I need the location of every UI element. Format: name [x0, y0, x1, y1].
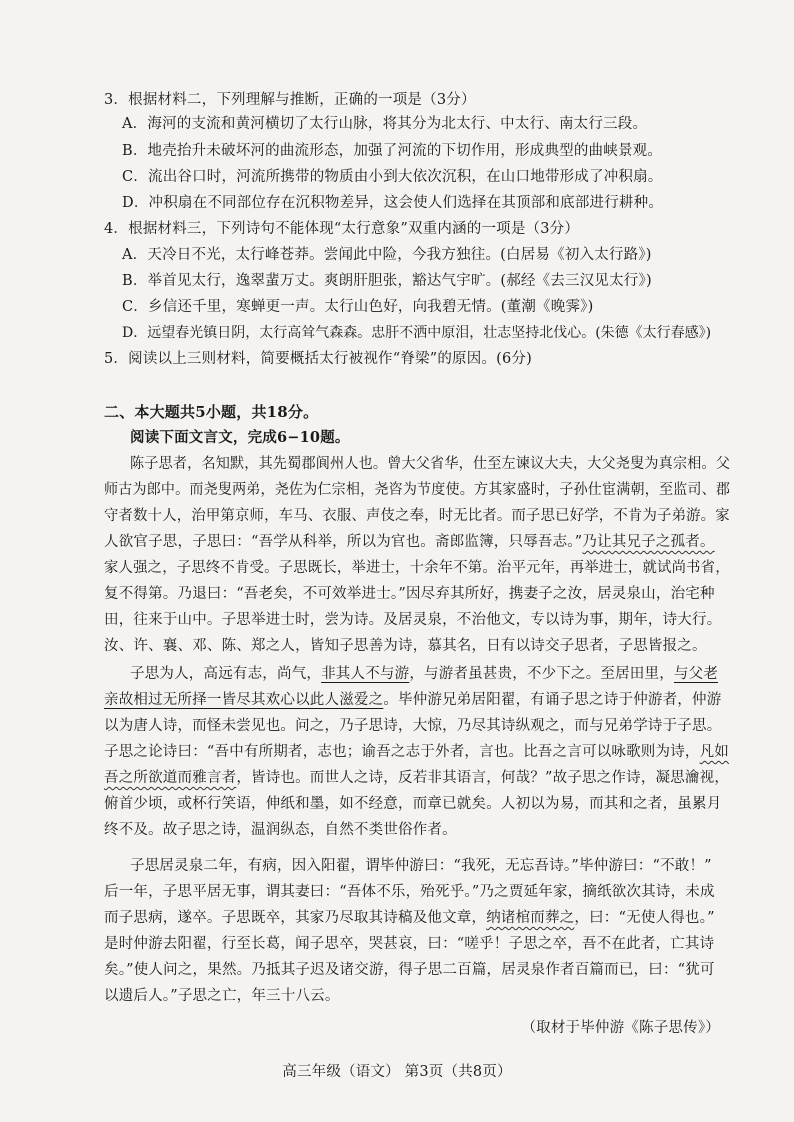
wavy-underlined-sentence-start: 凡如 — [699, 744, 730, 760]
passage-text: ，皆诗也。而世人之诗，反若非其语言，何哉？”故子思之作诗，凝思瀹视， — [236, 770, 730, 786]
passage-line: 守者数十人，治甲第京师，车马、衣服、声伎之奉，时无比者。而子思已好学，不肯为子弟游。家 — [104, 508, 730, 524]
underlined-sentence-end: 亲故相过无所择一皆尽其欢心以此人滋爱之 — [104, 692, 384, 708]
passage-line: 复不得第。乃退曰：“吾老矣，不可效举进士。”因尽弃其所好，携妻子之汝，居灵泉山，治宅种 — [104, 586, 715, 602]
question-4-option-d: D．远望春光镇日阴，太行高耸气森森。忠肝不洒中原泪，壮志坚持北伐心。(朱德《太行春感》) — [122, 325, 712, 341]
question-3-option-b: B．地壳抬升未破坏河的曲流形态，加强了河流的下切作用，形成典型的曲峡景观。 — [122, 143, 663, 159]
question-3-option-d: D．冲积扇在不同部位存在沉积物差异，这会使人们选择在其顶部和底部进行耕种。 — [122, 195, 664, 211]
question-3-option-c: C．流出谷口时，河流所携带的物质由小到大依次沉积，在山口地带形成了冲积扇。 — [122, 169, 663, 185]
passage-line — [104, 690, 721, 710]
passage-line: 师古为郎中。而尧叟两弟，尧佐为仁宗相，尧咨为节度使。方其家盛时，子孙仕宦满朝，至监司、郡 — [104, 482, 731, 498]
page-footer: 高三年级（语文） 第3页（共8页） — [282, 1064, 512, 1080]
question-4-option-c: C．乡信还千里，寒蝉更一声。太行山色好，向我碧无情。(董潮《晚霁》) — [122, 299, 594, 315]
passage-text: ，与游者虽甚贵，不少下之。至居田里， — [409, 666, 674, 682]
passage-line: 以为唐人诗，而怪未尝见也。问之，乃子思诗，大惊，乃尽其诗纵观之，而与兄弟学诗于子思。 — [104, 718, 722, 734]
passage-line: 子思居灵泉二年，有病，因入阳翟，谓毕仲游曰：“我死，无忘吾诗。”毕仲游曰：“不敢！” — [130, 858, 712, 874]
passage-line: 矣。”使人问之，果然。乃抵其子迟及诸交游，得子思二百篇，居灵泉作者百篇而已，曰：“犹可 — [104, 962, 715, 978]
question-5-stem: 5．阅读以上三则材料，简要概括太行被视作“脊梁”的原因。(6分) — [104, 351, 532, 367]
passage-text: 子思为人，高远有志，尚气， — [130, 666, 322, 682]
passage-line: 田，往来于山中。子思举进士时，尝为诗。及居灵泉，不治他文，专以诗为事，期年，诗大行。 — [104, 612, 722, 628]
passage-line: 终不及。故子思之诗，温润纵态，自然不类世俗作者。 — [104, 822, 457, 838]
underlined-sentence-start: 与父老 — [673, 666, 719, 682]
passage-line: 汝、许、襄、邓、陈、郑之人，皆知子思善为诗，慕其名，日有以诗交子思者，子思皆报之。 — [104, 638, 707, 654]
wavy-underlined-sentence: 乃让其兄子之孤者。 — [582, 534, 715, 550]
question-4-option-a: A．天冷日不光，太行峰苍莽。尝闻此中险，今我方独往。(白居易《初入太行路》) — [122, 247, 652, 263]
passage-text: 人欲官子思，子思曰：“吾学从科举，所以为官也。斋郎监簿，只辱吾志。” — [104, 534, 583, 550]
wavy-underlined-phrase: 纳诸棺而葬之 — [486, 910, 575, 926]
passage-line: 是时仲游去阳翟，行至长葛，闻子思卒，哭甚哀，曰：“嗟乎！子思之卒，吾不在此者，亡其诗 — [104, 936, 715, 952]
question-4-option-b: B．举首见太行，逸翠蜚万丈。爽朗肝胆张，豁达气宇旷。(郝经《去三汉见太行》) — [122, 273, 652, 289]
passage-line — [104, 532, 715, 552]
passage-line — [104, 742, 729, 762]
passage-source: （取材于毕仲游《陈子思传》） — [521, 1020, 720, 1036]
question-3-stem: 3．根据材料二，下列理解与推断，正确的一项是（3分） — [104, 92, 476, 108]
wavy-underlined-sentence-end: 吾之所欲道而雅言者 — [104, 770, 237, 786]
passage-text: 。毕仲游兄弟居阳翟，有诵子思之诗于仲游者，仲游 — [383, 692, 722, 708]
passage-text: 子思之论诗曰：“吾中有所期者，志也；谕吾之志于外者，言也。比吾之言可以咏歌则为诗， — [104, 744, 700, 760]
section-2-instruction: 阅读下面文言文，完成6−10题。 — [130, 429, 350, 446]
section-2-heading: 二、本大题共5小题，共18分。 — [104, 403, 319, 421]
passage-line — [104, 908, 715, 928]
passage-line: 俯首少顷，或杯行笑语，伸纸和墨，如不经意，而章已就矣。人初以为易，而其和之者，虽累月 — [104, 796, 722, 812]
question-4-stem: 4．根据材料三，下列诗句不能体现“太行意象”双重内涵的一项是（3分） — [104, 221, 580, 237]
passage-line: 后一年，子思平居无事，谓其妻曰：“吾体不乐，殆死乎。”乃之贾延年家，摘纸欲次其诗，未成 — [104, 884, 715, 900]
passage-line — [130, 664, 718, 684]
passage-line: 以遗后人。”子思之亡，年三十八云。 — [104, 988, 340, 1004]
passage-line: 陈子思者，名知默，其先蜀郡阆州人也。曾大父省华，仕至左谏议大夫，大父尧叟为真宗相。父 — [130, 456, 731, 472]
underlined-phrase: 非其人不与游 — [321, 666, 410, 682]
question-3-option-a: A．海河的支流和黄河横切了太行山脉，将其分为北太行、中太行、南太行三段。 — [122, 116, 648, 132]
passage-text: 而子思病，遂卒。子思既卒，其家乃尽取其诗稿及他文章， — [104, 910, 487, 926]
passage-line: 家人强之，子思终不肯受。子思既长，举进士，十余年不第。治平元年，再举进士，就试尚书省， — [104, 560, 730, 576]
passage-text: ，曰：“无使人得也。” — [574, 910, 715, 926]
passage-line — [104, 768, 729, 788]
